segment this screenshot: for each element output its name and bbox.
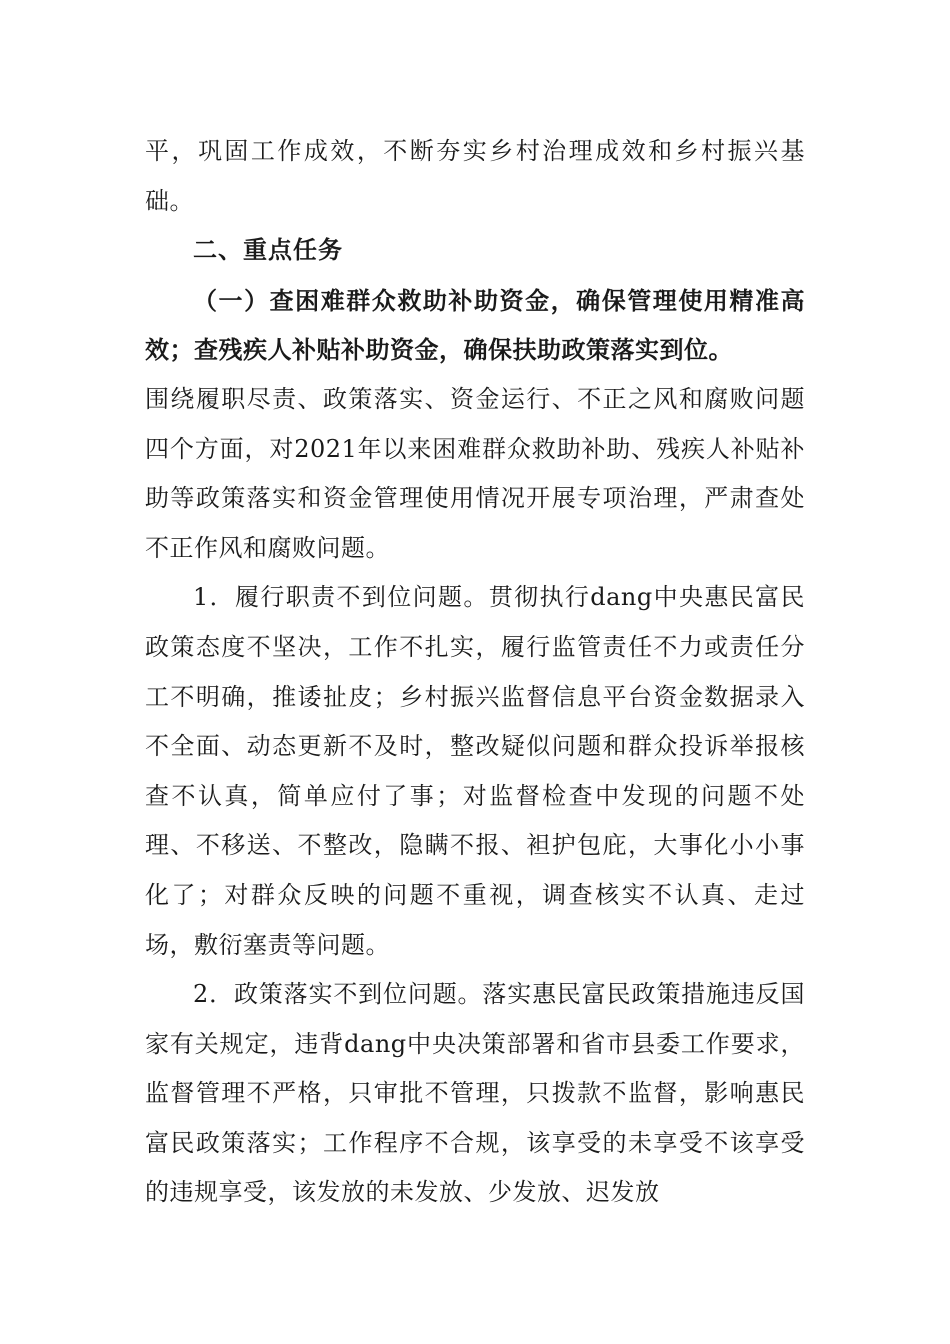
document-body	[145, 127, 805, 1218]
subsection-heading: （一）查困难群众救助补助资金，确保管理使用精准高效；查残疾人补贴补助资金，确保扶助政策落实到位。	[145, 285, 805, 365]
list-item-1: 1．履行职责不到位问题。贯彻执行dang中央惠民富民政策态度不坚决，工作不扎实，履行监管责任不力或责任分工不明确，推诿扯皮；乡村振兴监督信息平台资金数据录入不全面、动态更新不及时，整改疑似问题和群众投诉举报核查不认真，简单应付了事；对监督检查中发现的问题不处理、不移送、不整改，隐瞒不报、袒护包庇，大事化小小事化了；对群众反映的问题不重视，调查核实不认真、走过场，敷衍塞责等问题。	[145, 583, 805, 959]
list-item-2: 2．政策落实不到位问题。落实惠民富民政策措施违反国家有关规定，违背dang中央决策部署和省市县委工作要求，监督管理不严格，只审批不管理，只拨款不监督，影响惠民富民政策落实；工作程序不合规，该享受的未享受不该享受的违规享受，该发放的未发放、少发放、迟发放	[145, 980, 805, 1207]
paragraph-continuation: 平，巩固工作成效，不断夯实乡村治理成效和乡村振兴基础。	[145, 137, 805, 215]
section-heading: 二、重点任务	[193, 236, 343, 265]
subsection-body: 围绕履职尽责、政策落实、资金运行、不正之风和腐败问题四个方面，对2021年以来困难群众救助补助、残疾人补贴补助等政策落实和资金管理使用情况开展专项治理，严肃查处不正作风和腐败问题。	[145, 384, 805, 562]
